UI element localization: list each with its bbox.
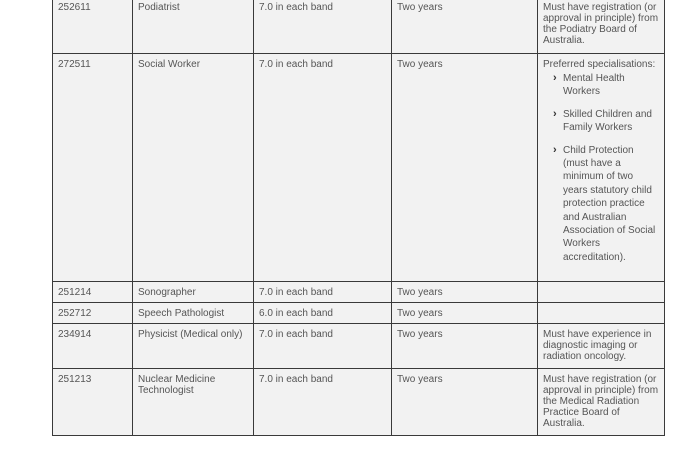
table-row: [53, 369, 665, 436]
notes-cell: Must have registration (or approval in principle) from the Medical Radiation Practice Board of Australia.: [538, 369, 665, 436]
anzsco-code-cell: 272511: [53, 54, 133, 282]
occupation-cell: Social Worker: [133, 54, 254, 282]
occupation-cell: Physicist (Medical only): [133, 324, 254, 369]
occupation-cell: Speech Pathologist: [133, 303, 254, 324]
occupation-table: [52, 0, 665, 436]
occupation-table-container: [52, 0, 665, 436]
notes-cell: Must have experience in diagnostic imaging or radiation oncology.: [538, 324, 665, 369]
specialisations-intro: Preferred specialisations:: [543, 59, 656, 70]
table-row: [53, 282, 665, 303]
chevron-right-icon: ›: [553, 107, 557, 120]
experience-cell: Two years: [392, 282, 538, 303]
table-row: [53, 324, 665, 369]
anzsco-code-cell: 252712: [53, 303, 133, 324]
notes-cell: [538, 54, 665, 282]
ielts-cell: 7.0 in each band: [254, 369, 392, 436]
specialisations-list: [543, 72, 660, 264]
table-row: [53, 54, 665, 282]
anzsco-code-cell: 234914: [53, 324, 133, 369]
occupation-cell: Sonographer: [133, 282, 254, 303]
notes-cell: Must have registration (or approval in principle) from the Podiatry Board of Australia.: [538, 0, 665, 54]
table-row: [53, 303, 665, 324]
experience-cell: Two years: [392, 54, 538, 282]
occupation-cell: Nuclear Medicine Technologist: [133, 369, 254, 436]
experience-cell: Two years: [392, 369, 538, 436]
chevron-right-icon: ›: [553, 72, 557, 84]
experience-cell: Two years: [392, 324, 538, 369]
list-item: [543, 72, 660, 99]
specialisation-text: Skilled Children and Family Workers: [563, 108, 652, 134]
anzsco-code-cell: 251213: [53, 369, 133, 436]
experience-cell: Two years: [392, 303, 538, 324]
table-row: [53, 0, 665, 54]
ielts-cell: 7.0 in each band: [254, 54, 392, 282]
notes-cell: [538, 303, 665, 324]
specialisation-text: Child Protection (must have a minimum of two years statutory child protection practice and Australian Association of Social Workers accreditation).: [563, 144, 656, 263]
occupation-cell: Podiatrist: [133, 0, 254, 54]
ielts-cell: 6.0 in each band: [254, 303, 392, 324]
list-item: [543, 144, 660, 265]
anzsco-code-cell: 251214: [53, 282, 133, 303]
list-item: [543, 108, 660, 135]
notes-cell: [538, 282, 665, 303]
specialisation-text: Mental Health Workers: [563, 73, 625, 98]
anzsco-code-cell: 252611: [53, 0, 133, 54]
ielts-cell: 7.0 in each band: [254, 0, 392, 54]
experience-cell: Two years: [392, 0, 538, 54]
chevron-right-icon: ›: [553, 143, 557, 156]
ielts-cell: 7.0 in each band: [254, 324, 392, 369]
ielts-cell: 7.0 in each band: [254, 282, 392, 303]
